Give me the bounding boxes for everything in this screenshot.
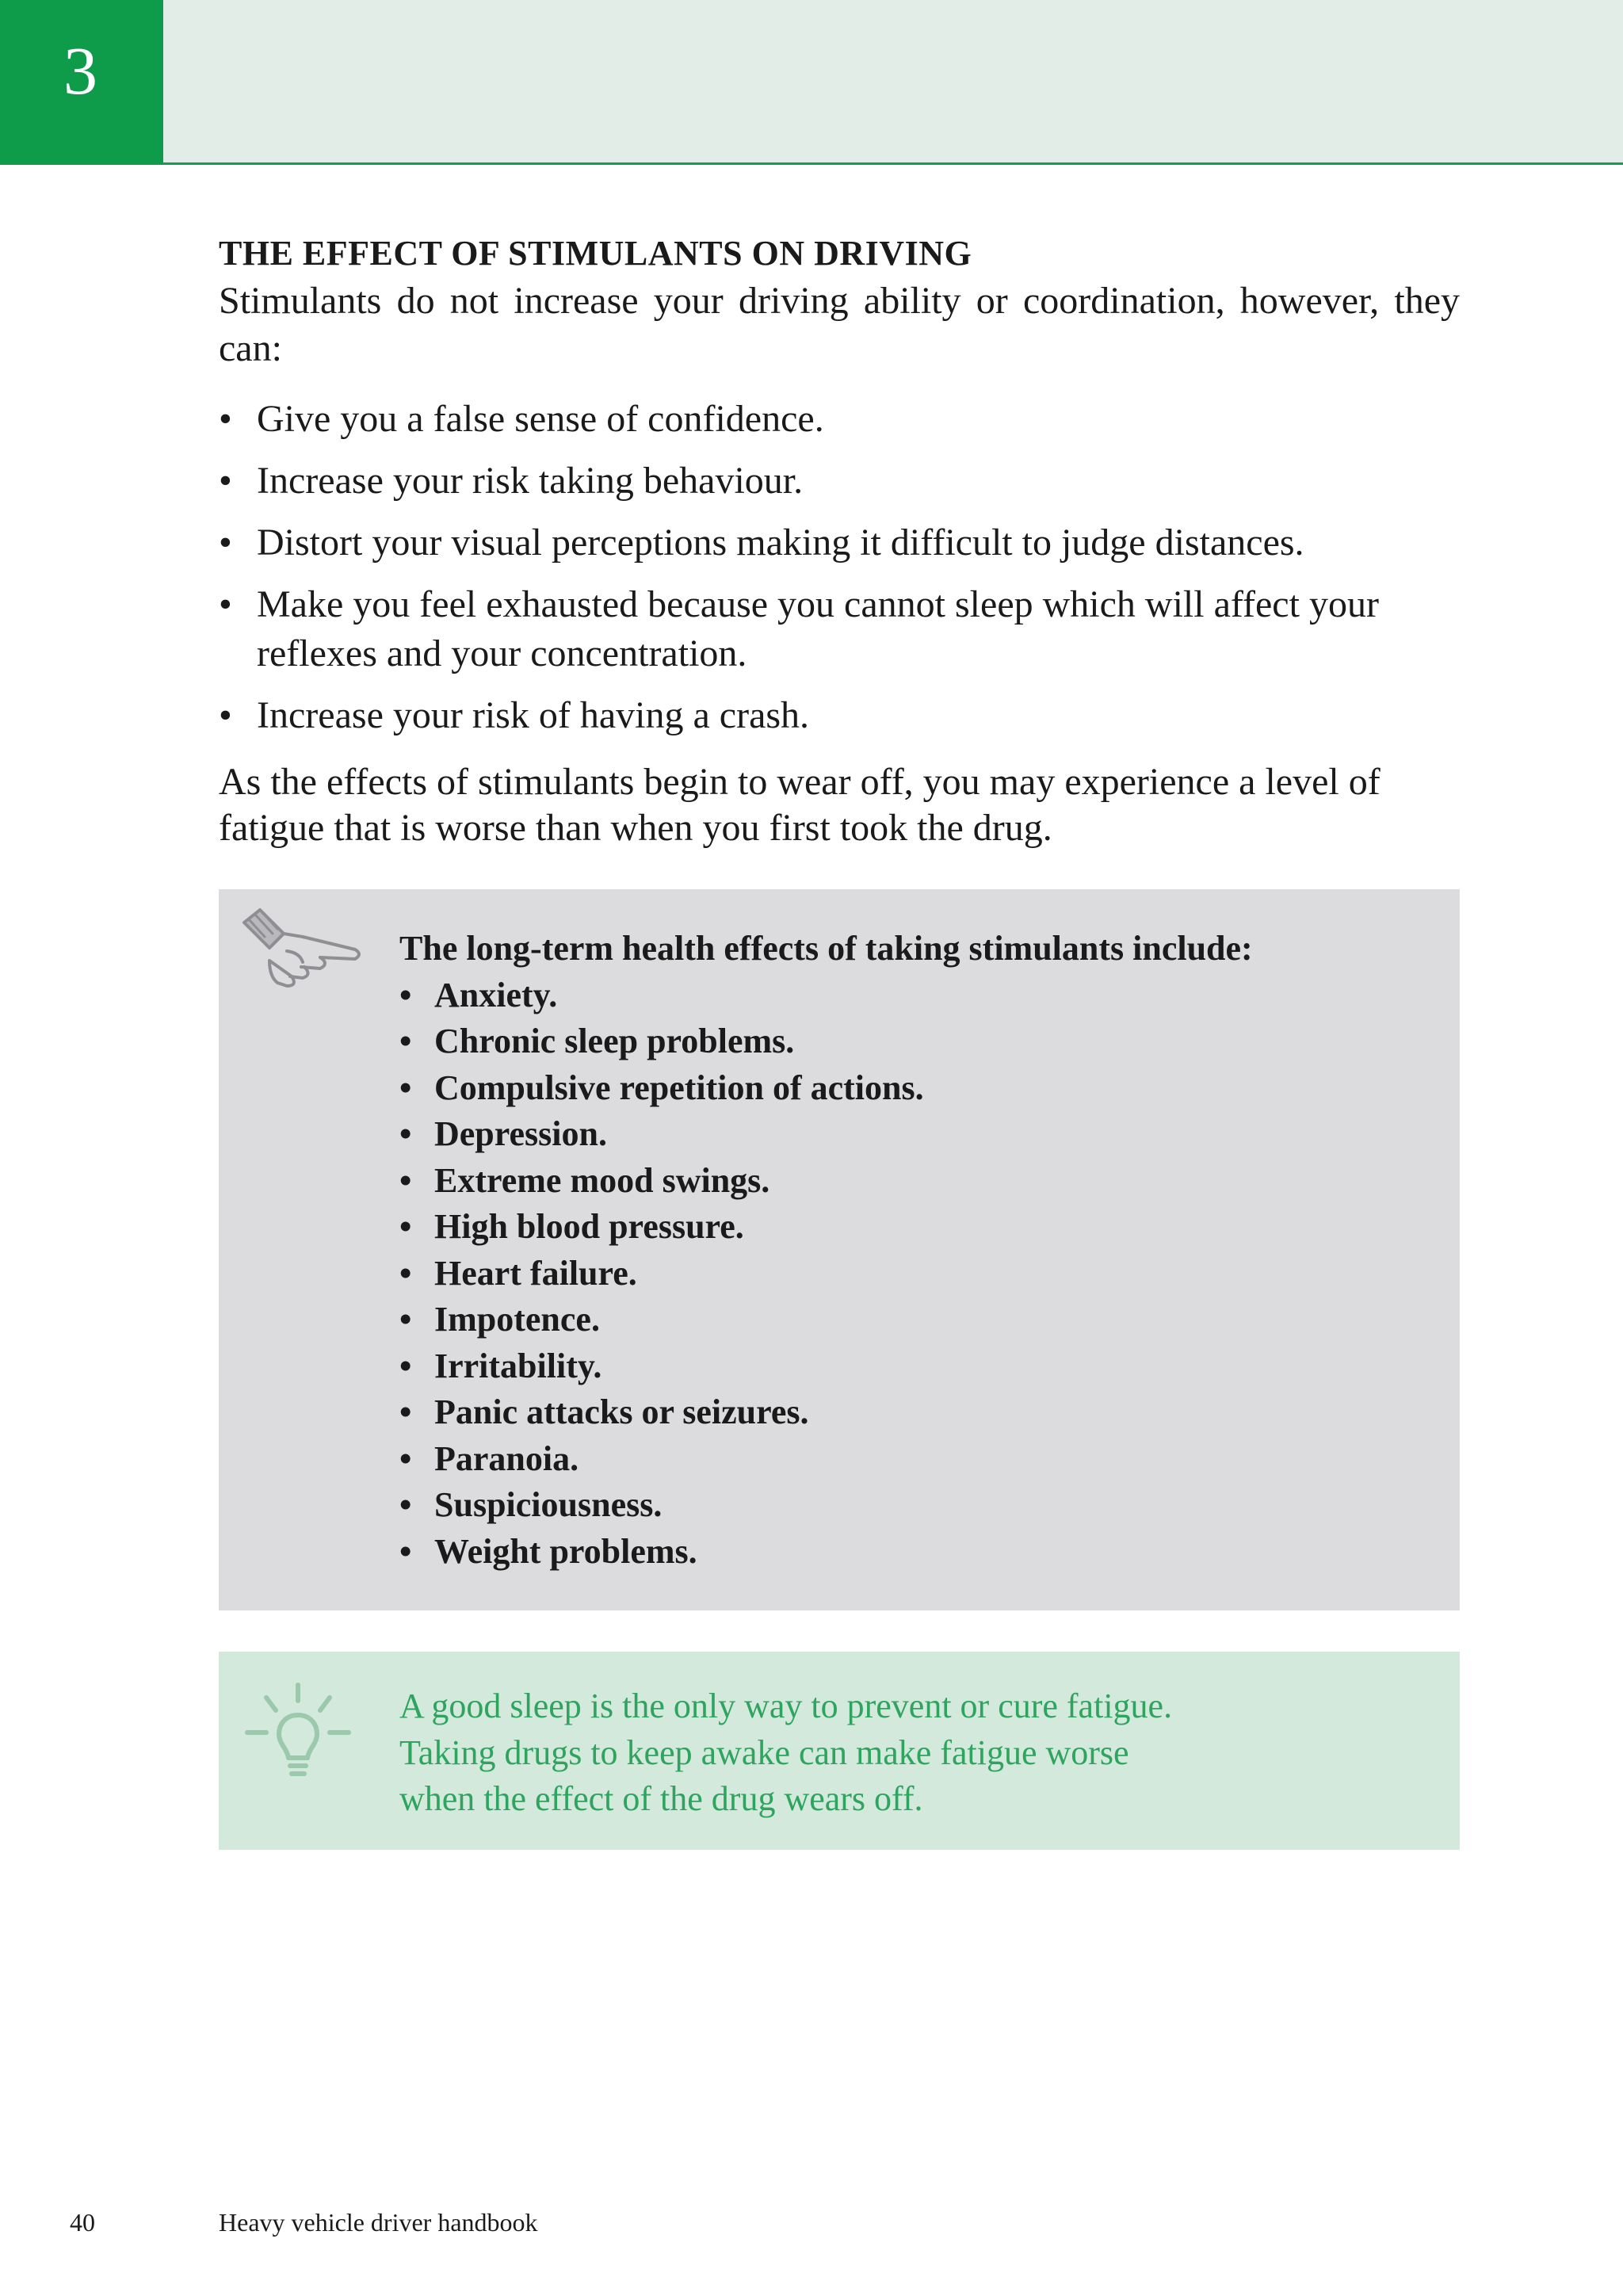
page-number: 40 [70,2208,95,2237]
list-item: • Give you a false sense of confidence. [219,395,1460,444]
note-title: The long-term health effects of taking stimulants include: [399,929,1253,968]
tip-line: when the effect of the drug wears off. [399,1779,923,1818]
book-title: Heavy vehicle driver handbook [219,2208,538,2237]
header-band [0,0,1623,165]
list-item: • Paranoia. [399,1436,1428,1483]
bullet-icon: • [399,1392,412,1431]
bullet-icon: • [399,1346,412,1385]
lightbulb-icon [242,1680,353,1791]
list-item: • Increase your risk of having a crash. [219,691,1460,740]
bullet-icon: • [399,1300,412,1339]
chapter-number: 3 [63,32,97,109]
bullet-icon: • [219,398,232,440]
bullet-icon: • [399,1160,412,1200]
bullet-icon: • [399,1531,412,1571]
bullet-icon: • [219,460,232,502]
tip-line: Taking drugs to keep awake can make fatigue worse [399,1733,1129,1772]
bullet-icon: • [219,521,232,563]
list-item: • Weight problems. [399,1529,1428,1576]
bullet-icon: • [399,1485,412,1524]
health-effects-list [399,972,1428,1576]
tip-box [219,1652,1460,1850]
intro-paragraph: Stimulants do not increase your driving ability or coordination, however, they can: [219,280,1460,369]
chapter-tab [0,0,163,165]
list-item: • Chronic sleep problems. [399,1018,1428,1065]
bullet-icon: • [399,1022,412,1060]
note-content [399,926,1428,1575]
list-item: • Make you feel exhausted because you cannot sleep which will affect your reflexes and your concentration. [219,580,1460,678]
list-item: • Suspiciousness. [399,1482,1428,1529]
bullet-icon: • [219,694,232,736]
effects-list [219,395,1460,740]
list-item: • Heart failure. [399,1251,1428,1297]
bullet-icon: • [219,583,232,625]
bullet-icon: • [399,975,412,1014]
bullet-icon: • [399,1207,412,1246]
pointing-hand-icon [238,905,365,992]
list-item: • Anxiety. [399,972,1428,1019]
list-item: • High blood pressure. [399,1204,1428,1251]
bullet-icon: • [399,1068,412,1107]
list-item: • Impotence. [399,1297,1428,1343]
list-item: • Panic attacks or seizures. [399,1389,1428,1436]
bullet-icon: • [399,1114,412,1153]
list-item: • Increase your risk taking behaviour. [219,457,1460,506]
tip-content [399,1683,1412,1823]
main-content [219,230,1460,851]
health-effects-box [219,889,1460,1610]
list-item: • Distort your visual perceptions making it difficult to judge distances. [219,518,1460,567]
outro-paragraph: As the effects of stimulants begin to wear off, you may experience a level of fatigue that is worse than when you first took the drug. [219,761,1381,849]
list-item: • Irritability. [399,1343,1428,1390]
list-item: • Depression. [399,1111,1428,1158]
bullet-icon: • [399,1438,412,1478]
list-item: • Compulsive repetition of actions. [399,1065,1428,1112]
tip-line: A good sleep is the only way to prevent or cure fatigue. [399,1687,1173,1725]
bullet-icon: • [399,1253,412,1293]
list-item: • Extreme mood swings. [399,1158,1428,1205]
section-heading: THE EFFECT OF STIMULANTS ON DRIVING [219,234,972,273]
